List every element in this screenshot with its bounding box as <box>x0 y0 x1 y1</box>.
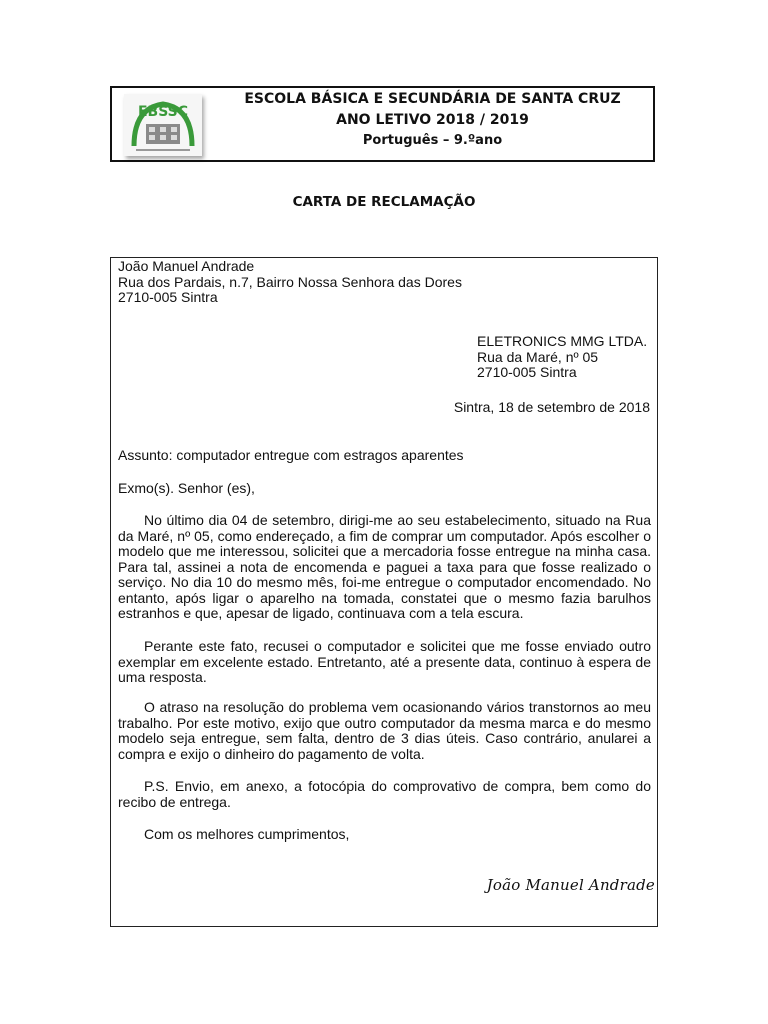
paragraph: No último dia 04 de setembro, dirigi-me ao seu estabelecimento, situado na Rua da Maré, nº 05, como endereçado, a fim de comprar um computador. Após escolher o modelo que me interessou, solicitei que a mercadoria fosse entregue na minha casa. Para tal, assinei a nota de encomenda e paguei a taxa para que fosse realizado o serviço. No dia 10 do mesmo mês, foi-me entregue o computador encomendado. No entanto, após ligar o aparelho na tomada, constatei que o mesmo fazia barulhos estranhos e que, apesar de ligado, continuava com a tela escura. <box>118 512 651 621</box>
recipient-address <box>477 334 647 381</box>
sender-address <box>118 259 462 306</box>
letter-body <box>110 257 658 927</box>
letter-closing: Com os melhores cumprimentos, <box>144 826 350 842</box>
recipient-street: Rua da Maré, nº 05 <box>477 348 599 365</box>
letter-subject: Assunto: computador entregue com estragos aparentes <box>118 447 464 463</box>
signature: João Manuel Andrade <box>486 876 655 894</box>
sender-city: 2710-005 Sintra <box>118 289 218 305</box>
school-header <box>110 86 655 162</box>
school-name: ESCOLA BÁSICA E SECUNDÁRIA DE SANTA CRUZ <box>244 91 621 107</box>
letter-greeting: Exmo(s). Senhor (es), <box>118 480 255 496</box>
paragraph: P.S. Envio, em anexo, a fotocópia do comprovativo de compra, bem como do recibo de entrega. <box>118 778 651 810</box>
document-title: CARTA DE RECLAMAÇÃO <box>292 194 476 210</box>
school-subject: Português – 9.ºano <box>362 133 503 148</box>
recipient-city: 2710-005 Sintra <box>477 364 577 380</box>
svg-text:EBSSC: EBSSC <box>137 104 189 120</box>
letter-date: Sintra, 18 de setembro de 2018 <box>453 399 650 415</box>
recipient-name: ELETRONICS MMG LTDA. <box>477 333 648 349</box>
school-year: ANO LETIVO 2018 / 2019 <box>336 112 529 128</box>
sender-name: João Manuel Andrade <box>118 258 255 274</box>
sender-street: Rua dos Pardais, n.7, Bairro Nossa Senhora das Dores <box>118 273 462 290</box>
paragraph: Perante este fato, recusei o computador e solicitei que me fosse enviado outro exemplar em excelente estado. Entretanto, até a presente data, continuo à espera de uma resposta. <box>118 638 651 685</box>
paragraph: O atraso na resolução do problema vem ocasionando vários transtornos ao meu trabalho. Por este motivo, exijo que outro computador da mesma marca e do mesmo modelo seja entregue, sem falta, dentro de 3 dias úteis. Caso contrário, anularei a compra e exijo o dinheiro do pagamento de volta. <box>118 699 651 762</box>
